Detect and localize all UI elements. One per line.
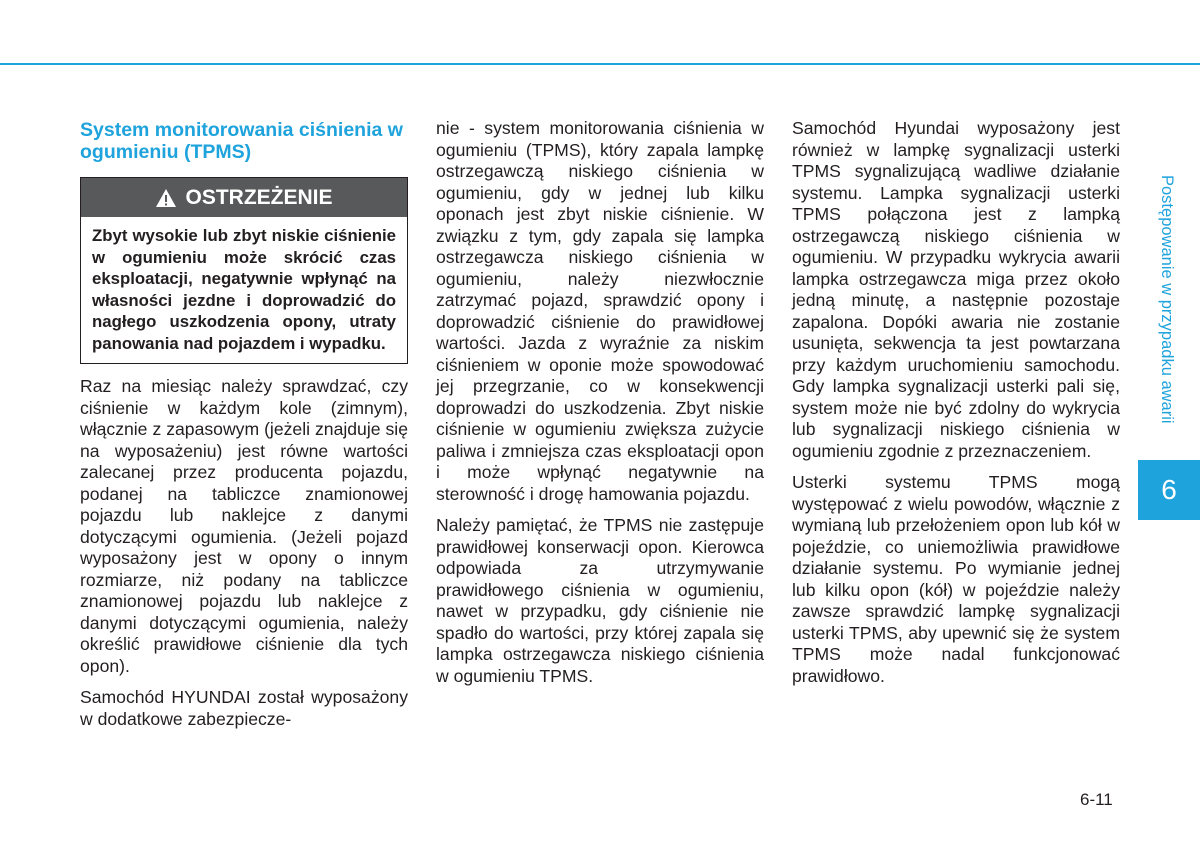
warning-triangle-icon xyxy=(155,188,177,208)
warning-box xyxy=(80,177,408,364)
column-2 xyxy=(436,118,764,697)
column-3 xyxy=(792,118,1120,697)
section-title: System monitorowania ciśnienia w ogumieniu (TPMS) xyxy=(80,119,403,163)
warning-header xyxy=(81,178,407,217)
paragraph: Raz na miesiąc należy sprawdzać, czy ciśnienie w każdym kole (zimnym), włącznie z zapasowym (jeżeli znajduje się na wyposażeniu) jest równe wartości zalecanej przez producenta pojazdu, podanej na tabliczce znamionowej pojazdu lub naklejce z danymi dotyczącymi ogumienia. (Jeżeli pojazd wyposażony jest w opony o innym rozmiarze, niż podany na tabliczce znamionowej pojazdu lub naklejce z danymi dotyczącymi ogumienia, należy określić prawidłowe ciśnienie dla tych opon). xyxy=(80,376,408,676)
warning-text: Zbyt wysokie lub zbyt niskie ciśnienie w ogumieniu może skrócić czas eksploatacji, negatywnie wpłynąć na własności jezdne i doprowadzić do nagłego uszkodzenia opony, utraty panowania nad pojazdem i wypadku. xyxy=(92,226,396,353)
warning-label: OSTRZEŻENIE xyxy=(185,185,333,209)
paragraph: Samochód Hyundai wyposażony jest również w lampkę sygnalizacji usterki TPMS sygnalizującą wadliwe działanie systemu. Lampka sygnalizacji usterki TPMS połączona jest z lampką ostrzegawczą niskiego ciśnienia w ogumieniu. W przypadku wykrycia awarii lampka ostrzegawcza miga przez około jedną minutę, a następnie pozostaje zapalona. Dopóki awaria nie zostanie usunięta, sekwencja ta jest powtarzana przy każdym uruchomieniu samochodu. Gdy lampka sygnalizacji usterki pali się, system może nie być zdolny do wykrycia lub sygnalizacji niskiego ciśnienia w ogumieniu zgodnie z przeznaczeniem. xyxy=(792,118,1120,461)
paragraph: Samochód HYUNDAI został wyposażony w dodatkowe zabezpiecze- xyxy=(80,687,408,729)
paragraph: Należy pamiętać, że TPMS nie zastępuje prawidłowej konserwacji opon. Kierowca odpowiada za utrzymywanie prawidłowego ciśnienia w ogumieniu, nawet w przypadku, gdy ciśnienie nie spadło do wartości, przy której zapala się lampka ostrzegawcza niskiego ciśnienia w ogumieniu TPMS. xyxy=(436,515,764,686)
chapter-side-title: Postępowanie w przypadku awarii xyxy=(1158,175,1176,424)
paragraph: Usterki systemu TPMS mogą występować z wielu powodów, włącznie z wymianą lub przełożeniem opon lub kół w pojeździe, co uniemożliwia prawidłowe działanie systemu. Po wymianie jednej lub kilku opon (kół) w pojeździe należy zawsze sprawdzić lampkę sygnalizacji usterki TPMS, aby upewnić się że system TPMS może nadal funkcjonować prawidłowo. xyxy=(792,472,1120,686)
chapter-number: 6 xyxy=(1161,474,1177,505)
paragraph: nie - system monitorowania ciśnienia w ogumieniu (TPMS), który zapala lampkę ostrzegawczą niskiego ciśnienia w ogumieniu, gdy w jednej lub kilku oponach jest zbyt niskie ciśnienie. W związku z tym, gdy zapala się lampka ostrzegawcza niskiego ciśnienia w ogumieniu, należy niezwłocznie zatrzymać pojazd, sprawdzić opony i doprowadzić ciśnienie do prawidłowej wartości. Jazda z wyraźnie za niskim ciśnieniem w oponie może spowodować jej przegrzanie, co w konsekwencji doprowadzi do uszkodzenia. Zbyt niskie ciśnienie w ogumieniu zwiększa zużycie paliwa i zmniejsza czas eksploatacji opon i może wpłynąć negatywnie na sterowność i drogę hamowania pojazdu. xyxy=(436,118,764,504)
top-rule xyxy=(0,63,1200,65)
chapter-number-tab xyxy=(1138,460,1200,520)
page-number: 6-11 xyxy=(1080,790,1113,809)
column-1 xyxy=(80,118,408,740)
